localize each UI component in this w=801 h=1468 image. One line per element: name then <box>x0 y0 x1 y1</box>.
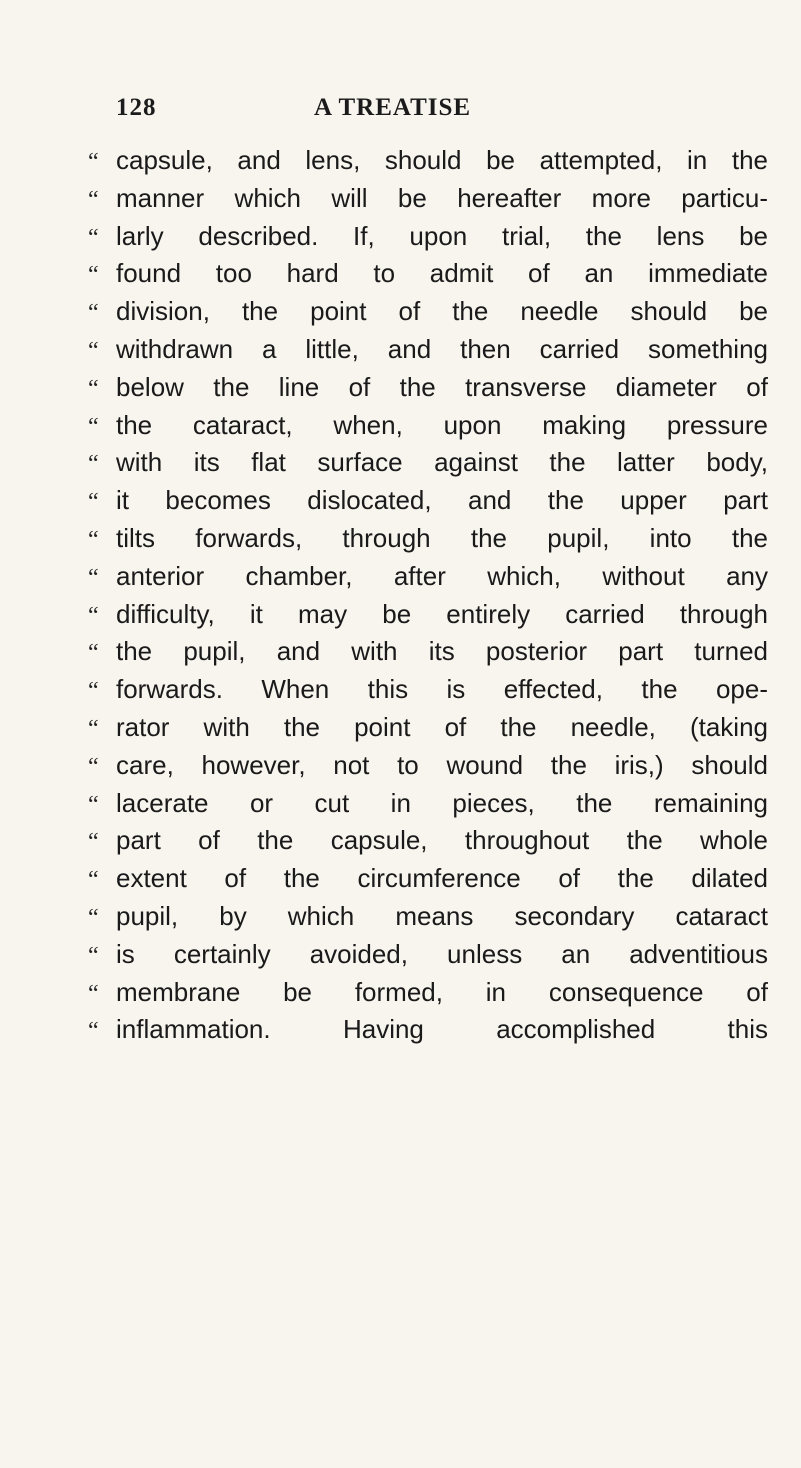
text-line <box>88 180 768 218</box>
line-text: found too hard to admit of an immediate <box>116 258 768 289</box>
text-line <box>88 671 768 709</box>
line-text: difficulty, it may be entirely carried through <box>116 598 768 629</box>
quote-mark: “ <box>88 564 99 591</box>
line-text: manner which will be hereafter more particu- <box>116 182 768 213</box>
text-line <box>88 293 768 331</box>
line-text: withdrawn a little, and then carried something <box>116 333 768 364</box>
line-text: part of the capsule, throughout the whole <box>116 825 768 856</box>
quote-mark: “ <box>88 678 99 705</box>
text-line <box>88 218 768 256</box>
line-text: larly described. If, upon trial, the lens be <box>116 220 768 251</box>
line-text: forwards. When this is effected, the ope- <box>116 674 768 705</box>
quote-mark: “ <box>88 451 99 478</box>
quote-mark: “ <box>88 413 99 440</box>
line-text: the pupil, and with its posterior part turned <box>116 636 768 667</box>
quote-mark: “ <box>88 262 99 289</box>
quote-mark: “ <box>88 867 99 894</box>
line-text: pupil, by which means secondary cataract <box>116 900 768 931</box>
text-line <box>88 860 768 898</box>
quote-mark: “ <box>88 904 99 931</box>
quote-mark: “ <box>88 224 99 251</box>
quote-mark: “ <box>88 337 99 364</box>
line-text: anterior chamber, after which, without any <box>116 560 768 591</box>
line-text: extent of the circumference of the dilated <box>116 863 768 894</box>
text-line <box>88 444 768 482</box>
line-text: tilts forwards, through the pupil, into the <box>116 522 768 553</box>
text-line <box>88 974 768 1012</box>
text-line <box>88 822 768 860</box>
line-text: the cataract, when, upon making pressure <box>116 409 768 440</box>
text-line <box>88 785 768 823</box>
body-text <box>88 142 768 1049</box>
text-line <box>88 936 768 974</box>
line-text: care, however, not to wound the iris,) should <box>116 749 768 780</box>
quote-mark: “ <box>88 300 99 327</box>
text-line <box>88 633 768 671</box>
line-text: with its flat surface against the latter body, <box>116 447 768 478</box>
text-line <box>88 520 768 558</box>
text-line <box>88 558 768 596</box>
line-text: inflammation. Having accomplished this <box>116 1014 768 1045</box>
page-number: 128 <box>116 94 157 121</box>
quote-mark: “ <box>88 602 99 629</box>
line-text: lacerate or cut in pieces, the remaining <box>116 787 768 818</box>
quote-mark: “ <box>88 1018 99 1045</box>
quote-mark: “ <box>88 489 99 516</box>
text-line <box>88 596 768 634</box>
quote-mark: “ <box>88 149 99 175</box>
quote-mark: “ <box>88 375 99 402</box>
text-line <box>88 369 768 407</box>
quote-mark: “ <box>88 640 99 667</box>
line-text: division, the point of the needle should be <box>116 296 768 327</box>
line-text: is certainly avoided, unless an adventitious <box>116 938 768 969</box>
quote-mark: “ <box>88 715 99 742</box>
text-line <box>88 898 768 936</box>
running-head <box>0 94 801 124</box>
text-line <box>88 482 768 520</box>
line-text: rator with the point of the needle, (taking <box>116 711 768 742</box>
running-head-title: A TREATISE <box>314 94 472 121</box>
quote-mark: “ <box>88 753 99 780</box>
quote-mark: “ <box>88 942 99 969</box>
line-text: capsule, and lens, should be attempted, in the <box>116 145 768 175</box>
text-line <box>88 255 768 293</box>
text-line <box>88 709 768 747</box>
line-text: below the line of the transverse diameter of <box>116 371 768 402</box>
text-line <box>88 747 768 785</box>
text-line <box>88 142 768 180</box>
text-line <box>88 331 768 369</box>
quote-mark: “ <box>88 526 99 553</box>
quote-mark: “ <box>88 791 99 818</box>
line-text: it becomes dislocated, and the upper part <box>116 485 768 516</box>
quote-mark: “ <box>88 980 99 1007</box>
quote-mark: “ <box>88 186 99 213</box>
text-line <box>88 1011 768 1049</box>
text-line <box>88 407 768 445</box>
quote-mark: “ <box>88 829 99 856</box>
line-text: membrane be formed, in consequence of <box>116 976 768 1007</box>
